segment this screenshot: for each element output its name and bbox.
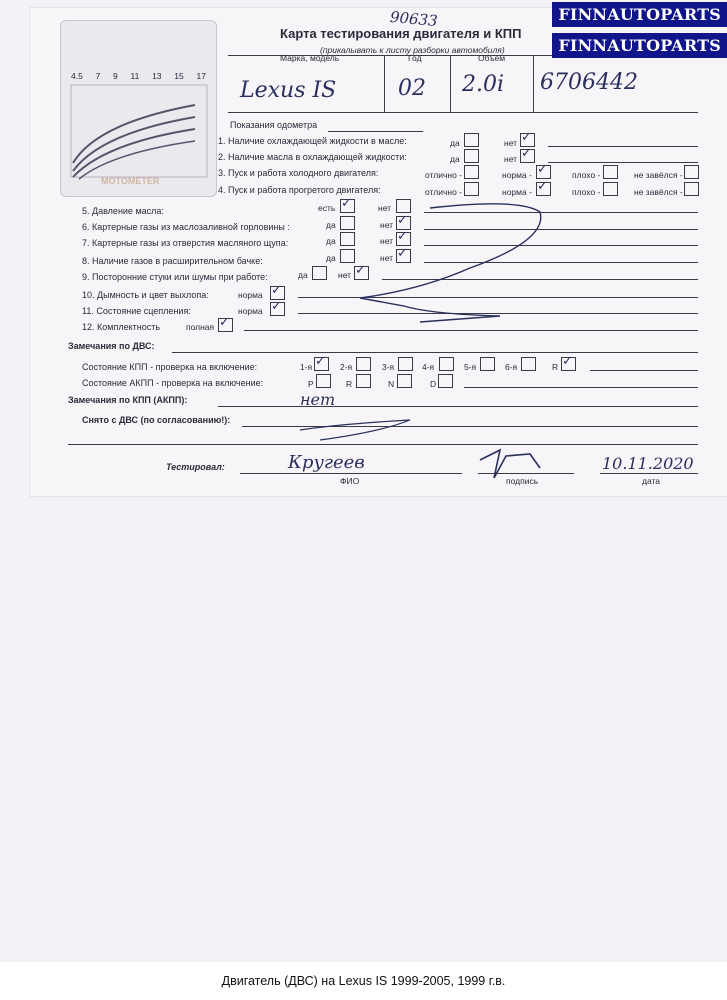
item-4-opt-excellent: отлично -: [425, 187, 462, 197]
checkmark-icon: ✓: [397, 246, 408, 261]
gauge-tick: 4.5: [71, 71, 83, 81]
form-subtitle: (прикалывать к листу разборки автомобиля): [320, 45, 505, 55]
item-8-label: 8. Наличие газов в расширительном бачке:: [82, 256, 263, 266]
item-2-label: 2. Наличие масла в охлаждающей жидкости:: [218, 152, 407, 162]
item-1-label: 1. Наличие охлаждающей жидкости в масле:: [218, 136, 407, 146]
item-1-opt-no: нет: [504, 138, 518, 148]
item-3-label: 3. Пуск и работа холодного двигателя:: [218, 168, 379, 178]
gear-r-auto-label: R: [346, 379, 353, 389]
gauge-tick: 17: [196, 71, 206, 81]
gear-5-label: 5-я: [464, 362, 477, 372]
checkmark-icon: ✓: [562, 354, 573, 369]
item-9-label: 9. Посторонние стуки или шумы при работе:: [82, 272, 268, 282]
item-7-opt-yes: да: [326, 236, 336, 246]
item-5-opt-yes: есть: [318, 203, 336, 213]
gear-6-label: 6-я: [505, 362, 518, 372]
item-6-opt-yes: да: [326, 220, 336, 230]
signature-caption: подпись: [506, 476, 539, 486]
dash-mark-stroke: [300, 420, 410, 440]
item-7-opt-no: нет: [380, 236, 394, 246]
item-8-opt-no: нет: [380, 253, 394, 263]
item-12-opt-full: полная: [186, 322, 215, 332]
col-make-label: Марка, модель: [280, 53, 340, 63]
item-4-label: 4. Пуск и работа прогретого двигателя:: [218, 185, 381, 195]
item-12-label: 12. Комплектность: [82, 322, 161, 332]
checkmark-icon: ✓: [521, 130, 532, 145]
watermark-line-1: FINNAUTOPARTS: [552, 2, 727, 27]
tested-by-label: Тестировал:: [166, 462, 225, 472]
form-title: Карта тестирования двигателя и КПП: [280, 26, 522, 41]
gear-d-label: D: [430, 379, 437, 389]
checkmark-icon: ✓: [397, 213, 408, 228]
gear-4-label: 4-я: [422, 362, 435, 372]
col-year-label: Год: [408, 53, 422, 63]
gear-p-label: P: [308, 379, 314, 389]
checkmark-icon: ✓: [521, 146, 532, 161]
item-10-label: 10. Дымность и цвет выхлопа:: [82, 290, 209, 300]
checkmark-icon: ✓: [271, 283, 282, 298]
gauge-brand: MOTOMETER: [101, 176, 160, 186]
checkmark-icon: ✓: [355, 263, 366, 278]
handwritten-date: 10.11.2020: [602, 454, 694, 473]
item-4-opt-normal: норма -: [502, 187, 532, 197]
checkmark-icon: ✓: [537, 162, 548, 177]
item-2-opt-no: нет: [504, 154, 518, 164]
gauge-tick: 7: [95, 71, 101, 81]
item-2-opt-yes: да: [450, 154, 460, 164]
item-9-opt-yes: да: [298, 270, 308, 280]
gear-n-label: N: [388, 379, 395, 389]
photo-caption: Двигатель (ДВС) на Lexus IS 1999-2005, 1999 г.в.: [221, 974, 506, 988]
item-10-opt-normal: норма: [238, 290, 263, 300]
gear-r-label: R: [552, 362, 559, 372]
checkmark-icon: ✓: [219, 315, 230, 330]
checkmark-icon: ✓: [397, 229, 408, 244]
col-volume-label: Объём: [478, 53, 506, 63]
item-4-opt-no-start: не завёлся -: [634, 187, 683, 197]
item-6-opt-no: нет: [380, 220, 394, 230]
item-1-opt-yes: да: [450, 138, 460, 148]
item-6-label: 6. Картерные газы из маслозаливной горловины :: [82, 222, 290, 232]
item-3-opt-bad: плохо -: [572, 170, 601, 180]
gauge-tick: 13: [152, 71, 162, 81]
checkmark-icon: ✓: [537, 179, 548, 194]
handwritten-tester-name: Кругеев: [288, 452, 365, 473]
item-9-opt-no: нет: [338, 270, 352, 280]
handwritten-number: 6706442: [540, 70, 638, 95]
checkmark-icon: ✓: [341, 196, 352, 211]
name-caption: ФИО: [340, 476, 360, 486]
handwritten-year: 02: [398, 76, 426, 101]
item-3-opt-normal: норма -: [502, 170, 532, 180]
item-3-opt-no-start: не завёлся -: [634, 170, 683, 180]
gear-1-label: 1-я: [300, 362, 313, 372]
dash-mark-stroke: [360, 204, 541, 322]
manual-gearbox-label: Состояние КПП - проверка на включение:: [82, 362, 258, 372]
gauge-tick: 11: [130, 71, 140, 81]
item-3-opt-excellent: отлично -: [425, 170, 462, 180]
remarks-gearbox-label: Замечания по КПП (АКПП):: [68, 395, 188, 405]
odometer-label: Показания одометра: [230, 120, 318, 130]
checkmark-icon: ✓: [271, 299, 282, 314]
gauge-tick: 9: [113, 71, 118, 81]
watermark-line-2: FINNAUTOPARTS: [552, 33, 727, 58]
item-5-label: 5. Давление масла:: [82, 206, 164, 216]
remarks-engine-label: Замечания по ДВС:: [68, 341, 155, 351]
checkmark-icon: ✓: [315, 354, 326, 369]
item-11-label: 11. Состояние сцепления:: [82, 306, 191, 316]
item-11-opt-normal: норма: [238, 306, 263, 316]
item-5-opt-no: нет: [378, 203, 392, 213]
gauge-tick: 15: [174, 71, 184, 81]
form-number: 90633: [389, 7, 439, 31]
signature-stroke: [480, 450, 540, 478]
handwritten-gearbox-remark: нет: [300, 390, 336, 409]
gear-2-label: 2-я: [340, 362, 353, 372]
item-8-opt-yes: да: [326, 253, 336, 263]
handwritten-make-model: Lexus IS: [240, 78, 337, 103]
handwritten-volume: 2.0i: [462, 72, 505, 97]
date-caption: дата: [642, 476, 661, 486]
removed-label: Снято с ДВС (по согласованию!):: [82, 415, 231, 425]
item-7-label: 7. Картерные газы из отверстия масляного щупа:: [82, 238, 289, 248]
item-4-opt-bad: плохо -: [572, 187, 601, 197]
auto-gearbox-label: Состояние АКПП - проверка на включение:: [82, 378, 264, 388]
gear-3-label: 3-я: [382, 362, 395, 372]
